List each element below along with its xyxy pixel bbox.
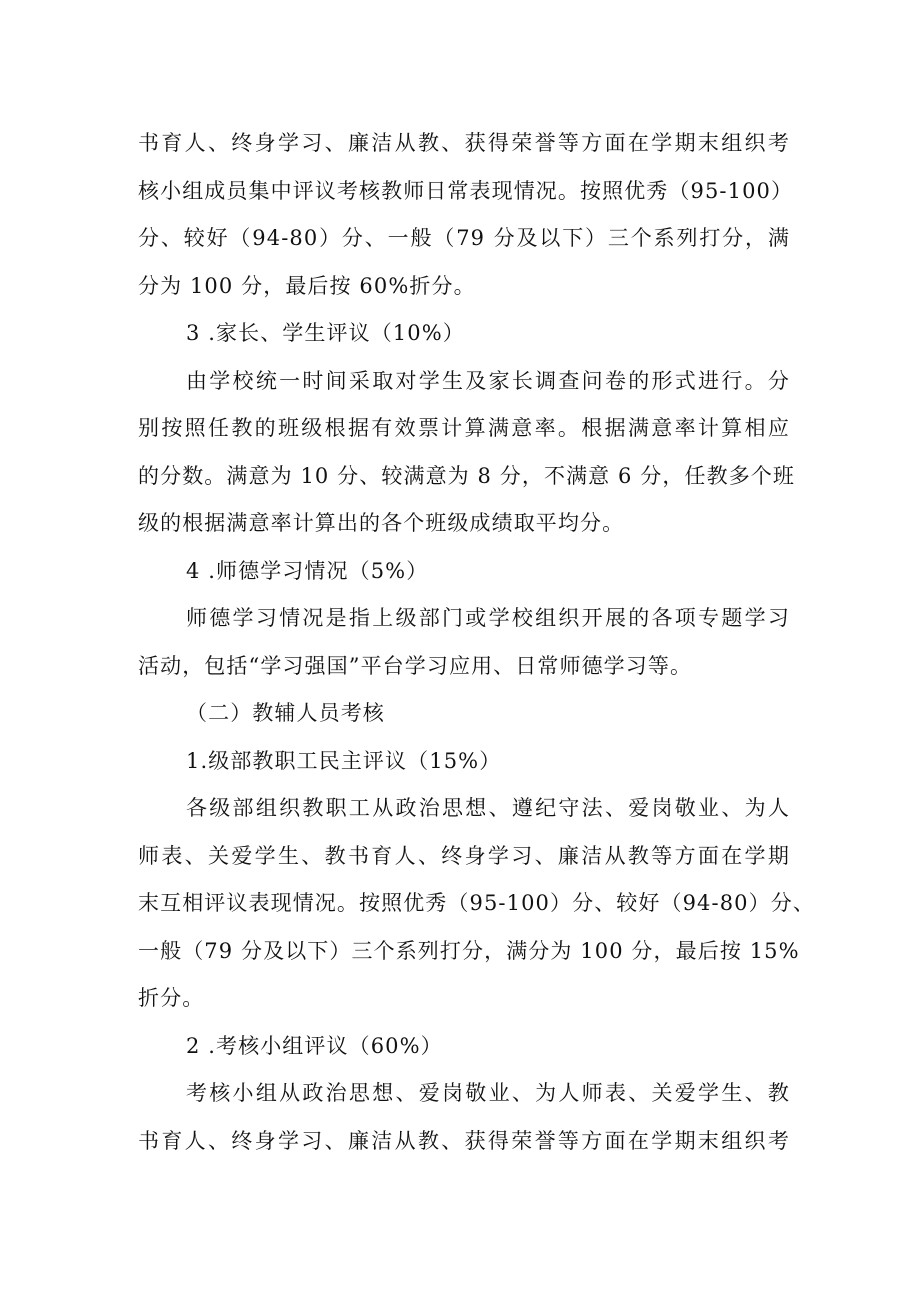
paragraph-line: 核小组成员集中评议考核教师日常表现情况。按照优秀（95-100） — [138, 178, 794, 203]
paragraph-line: 书育人、终身学习、廉洁从教、获得荣誉等方面在学期末组织考 — [138, 131, 790, 155]
paragraph-line: 的分数。满意为 10 分、较满意为 8 分，不满意 6 分，任教多个班 — [138, 463, 795, 488]
document-body — [138, 120, 815, 1165]
paragraph-line: 折分。 — [138, 986, 205, 1010]
paragraph-line: 师德学习情况是指上级部门或学校组织开展的各项专题学习 — [186, 606, 790, 630]
paragraph-line: 书育人、终身学习、廉洁从教、获得荣誉等方面在学期末组织考 — [138, 1128, 790, 1153]
section-heading: 3 .家长、学生评议（10%） — [186, 321, 465, 345]
section-heading: 4 .师德学习情况（5%） — [186, 558, 429, 583]
paragraph-line: 考核小组从政治思想、爱岗敬业、为人师表、关爱学生、教 — [186, 1081, 790, 1105]
section-heading: （二）教辅人员考核 — [186, 701, 385, 725]
paragraph-line: 活动，包括“学习强国”平台学习应用、日常师德学习等。 — [138, 653, 693, 678]
section-heading: 1.级部教职工民主评议（15%） — [186, 748, 502, 773]
paragraph-line: 分、较好（94-80）分、一般（79 分及以下）三个系列打分，满 — [138, 226, 790, 250]
paragraph-line: 由学校统一时间采取对学生及家长调查问卷的形式进行。分 — [186, 368, 790, 393]
paragraph-line: 别按照任教的班级根据有效票计算满意率。根据满意率计算相应 — [138, 416, 790, 440]
paragraph-line: 一般（79 分及以下）三个系列打分，满分为 100 分，最后按 15% — [138, 938, 800, 963]
paragraph-line: 分为 100 分，最后按 60%折分。 — [138, 273, 476, 298]
section-heading: 2 .考核小组评议（60%） — [186, 1033, 443, 1058]
paragraph-line: 级的根据满意率计算出的各个班级成绩取平均分。 — [138, 511, 625, 535]
paragraph-line: 末互相评议表现情况。按照优秀（95-100）分、较好（94-80）分、 — [138, 891, 815, 915]
paragraph-line: 各级部组织教职工从政治思想、遵纪守法、爱岗敬业、为人 — [186, 796, 790, 820]
paragraph-line: 师表、关爱学生、教书育人、终身学习、廉洁从教等方面在学期 — [138, 843, 790, 868]
